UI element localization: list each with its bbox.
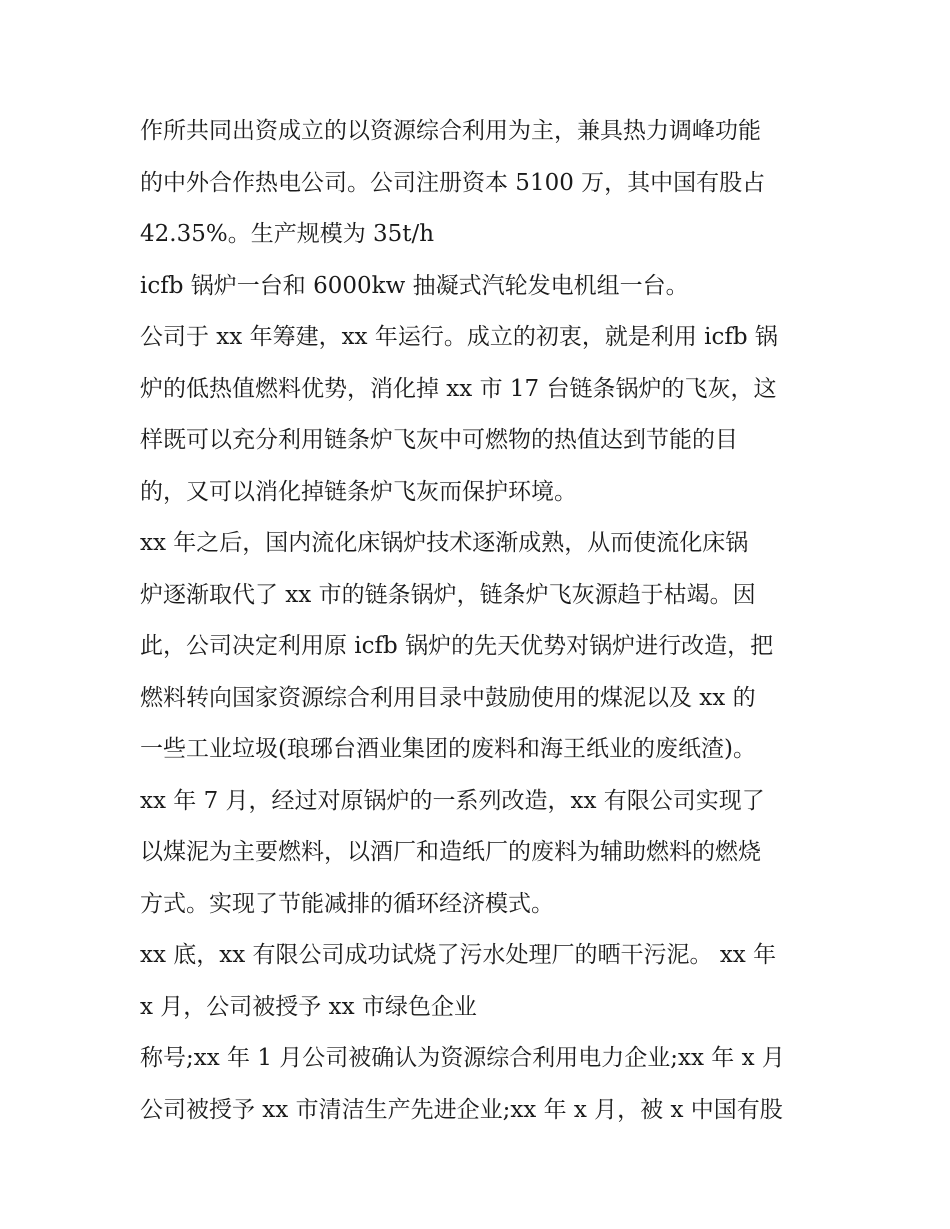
text-line: x 月，公司被授予 xx 市绿色企业 — [140, 993, 477, 1020]
text-line: 的，又可以消化掉链条炉飞灰而保护环境。 — [140, 478, 577, 505]
text-line: 此，公司决定利用原 icfb 锅炉的先天优势对锅炉进行改造，把 — [140, 633, 774, 659]
text-line: 炉逐渐取代了 xx 市的链条锅炉，链条炉飞灰源趋于枯竭。因 — [140, 581, 756, 608]
text-line: 公司于 xx 年筹建，xx 年运行。成立的初衷，就是利用 icfb 锅 — [140, 324, 778, 350]
text-line: 公司被授予 xx 市清洁生产先进企业;xx 年 x 月，被 x 中国有股 — [140, 1096, 783, 1123]
text-line: 炉的低热值燃料优势，消化掉 xx 市 17 台链条锅炉的飞灰，这 — [140, 375, 777, 402]
text-line: 燃料转向国家资源综合利用目录中鼓励使用的煤泥以及 xx 的 — [140, 684, 756, 711]
text-line: 42.35%。生产规模为 35t/h — [140, 221, 435, 247]
text-line: xx 年 7 月，经过对原锅炉的一系列改造，xx 有限公司实现了 — [140, 787, 765, 814]
text-line: 一些工业垃圾(琅琊台酒业集团的废料和海王纸业的废纸渣)。 — [140, 736, 756, 762]
text-line: 方式。实现了节能减排的循环经济模式。 — [140, 890, 554, 917]
text-line: 以煤泥为主要燃料，以酒厂和造纸厂的废料为辅助燃料的燃烧 — [140, 839, 761, 865]
text-line: icfb 锅炉一台和 6000kw 抽凝式汽轮发电机组一台。 — [140, 272, 689, 299]
text-line: xx 底，xx 有限公司成功试烧了污水处理厂的晒干污泥。 xx 年 — [140, 942, 777, 968]
text-line: 样既可以充分利用链条炉飞灰中可燃物的热值达到节能的目 — [140, 427, 738, 453]
text-line: 作所共同出资成立的以资源综合利用为主，兼具热力调峰功能 — [140, 118, 761, 144]
document-body — [140, 106, 830, 1136]
text-line: xx 年之后，国内流化床锅炉技术逐渐成熟，从而使流化床锅 — [140, 530, 749, 556]
text-line: 的中外合作热电公司。公司注册资本 5100 万，其中国有股占 — [140, 169, 766, 196]
text-line: 称号;xx 年 1 月公司被确认为资源综合利用电力企业;xx 年 x 月 — [140, 1045, 785, 1071]
